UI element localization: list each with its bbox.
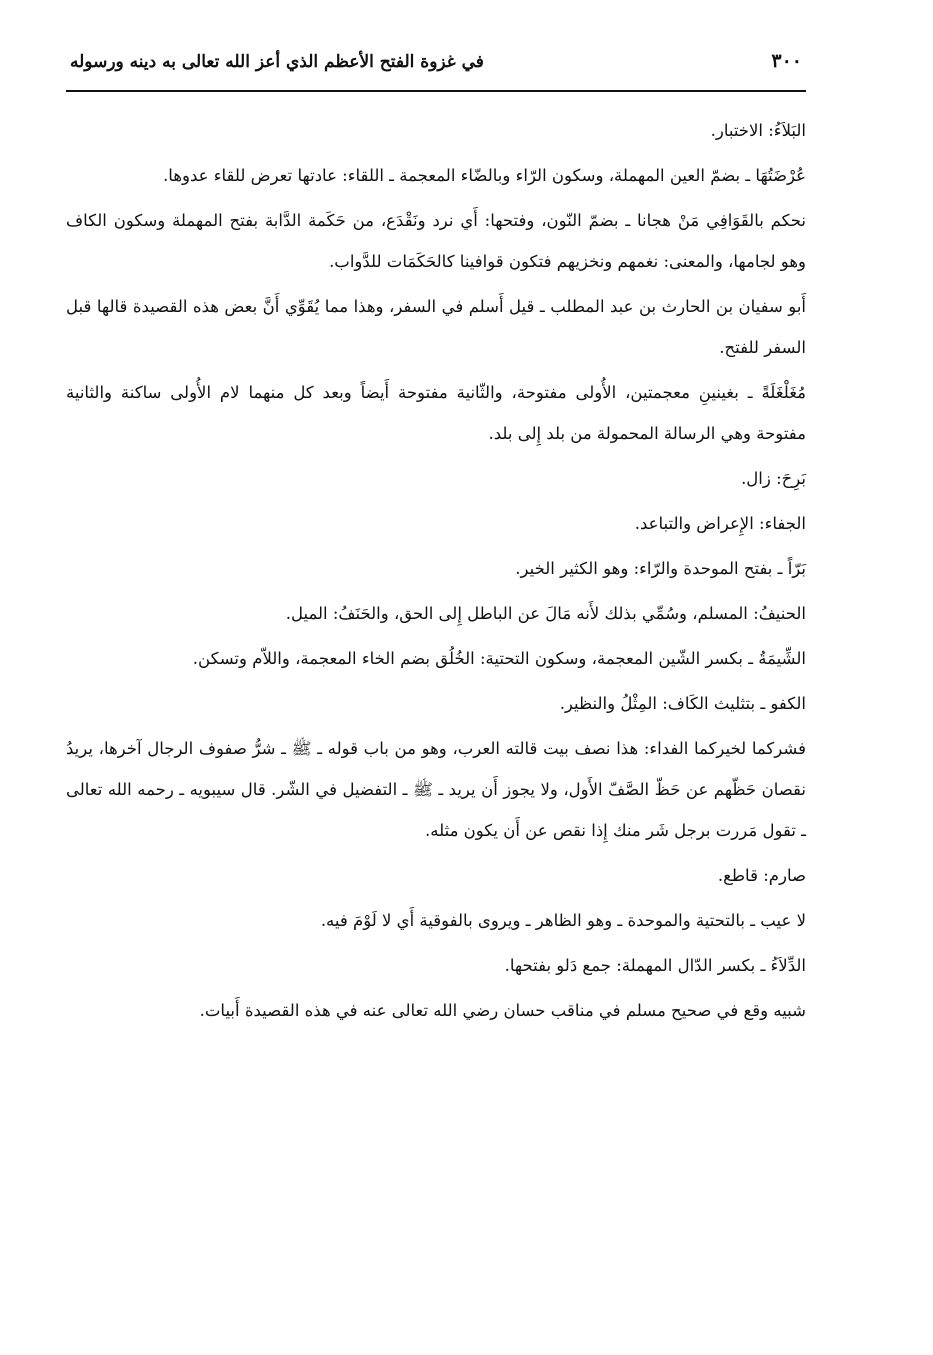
gloss-entry-mughalghala: مُغَلْغَلَةً ـ بغينينِ معجمتين، الأُولى مفتوحة، والثّانية مفتوحة أَيضاً وبعد كل منهما لام الأُولى ساكنة والثانية مفتوحة وهي الرسالة المحمولة من بلد إِلى بلد. [66, 383, 806, 443]
page-header [66, 50, 806, 92]
book-page [66, 50, 806, 1035]
gloss-entry-balaa: البَلاَءُ: الاختبار. [710, 121, 806, 140]
gloss-entry-shima: الشِّيمَةُ ـ بكسر الشّين المعجمة، وسكون التحتية: الخُلُق بضم الخاء المعجمة، واللاّم وتسكن. [192, 649, 806, 668]
gloss-entry-sarim: صارم: قاطع. [717, 866, 806, 885]
running-title: في غزوة الفتح الأعظم الذي أعز الله تعالى به دينه ورسوله [70, 52, 484, 72]
gloss-entry-abu-sufyan: أَبو سفيان بن الحارث بن عبد المطلب ـ قيل أَسلم في السفر، وهذا مما يُقَوِّي أَنَّ بعض هذه القصيدة قالها قبل السفر للفتح. [66, 297, 807, 357]
gloss-entry-kufw: الكفو ـ بتثليث الكَاف: المِثْلُ والنظير. [559, 694, 806, 713]
gloss-entry-hanif: الحنيفُ: المسلم، وسُمِّي بذلك لأَنه مَالَ عن الباطل إِلى الحق، والحَنَفُ: الميل. [285, 604, 806, 623]
gloss-entry-barran: بَرّاً ـ بفتح الموحدة والرّاء: وهو الكثير الخير. [515, 559, 806, 578]
gloss-entry-dilaa: الدِّلاَءُ ـ بكسر الدّال المهملة: جمع دَلو بفتحها. [504, 956, 806, 975]
gloss-entry-fasharrukuma: فشركما لخيركما الفداء: هذا نصف بيت قالته العرب، وهو من باب قوله ـ ﷺ ـ شرُّ صفوف الرجال آخرها، يريدُ نقصان حَظّهم عن حَظّ الصَّفّ الأَول، ولا يجوز أَن يريد ـ ﷺ ـ التفضيل في الشّر. قال سيبويه ـ رحمه الله تعالى ـ تقول مَررت برجل شَر منك إِذا نقص عن أَن يكون مثله. [66, 739, 806, 840]
gloss-entry-bariha: بَرِحَ: زال. [741, 469, 806, 488]
gloss-entry-nahkum: نحكم بالقَوَافِي مَنْ هجانا ـ بضمّ النّون، وفتحها: أَي نرد ونَقْدَع، من حَكَمة الدَّابة بفتح المهملة وسكون الكاف وهو لجامها، والمعنى: نغمهم ونخزيهم فتكون قوافينا كالحَكَمَات للدَّواب. [66, 211, 806, 271]
page-number: ٣٠٠ [771, 50, 802, 72]
gloss-entry-la-ayb: لا عيب ـ بالتحتية والموحدة ـ وهو الظاهر ـ ويروى بالفوقية أَي لا لَوْمَ فيه. [320, 911, 806, 930]
gloss-entry-shabih: شبيه وقع في صحيح مسلم في مناقب حسان رضي الله تعالى عنه في هذه القصيدة أَبيات. [199, 1001, 806, 1020]
gloss-entry-urdatuha: عُرْضَتُهَا ـ بضمّ العين المهملة، وسكون الرّاء وبالضّاء المعجمة ـ اللقاء: عادتها تعرض للقاء عدوها. [163, 166, 806, 185]
gloss-entry-jafaa: الجفاء: الإِعراض والتباعد. [634, 514, 806, 533]
page-body [66, 110, 806, 1031]
